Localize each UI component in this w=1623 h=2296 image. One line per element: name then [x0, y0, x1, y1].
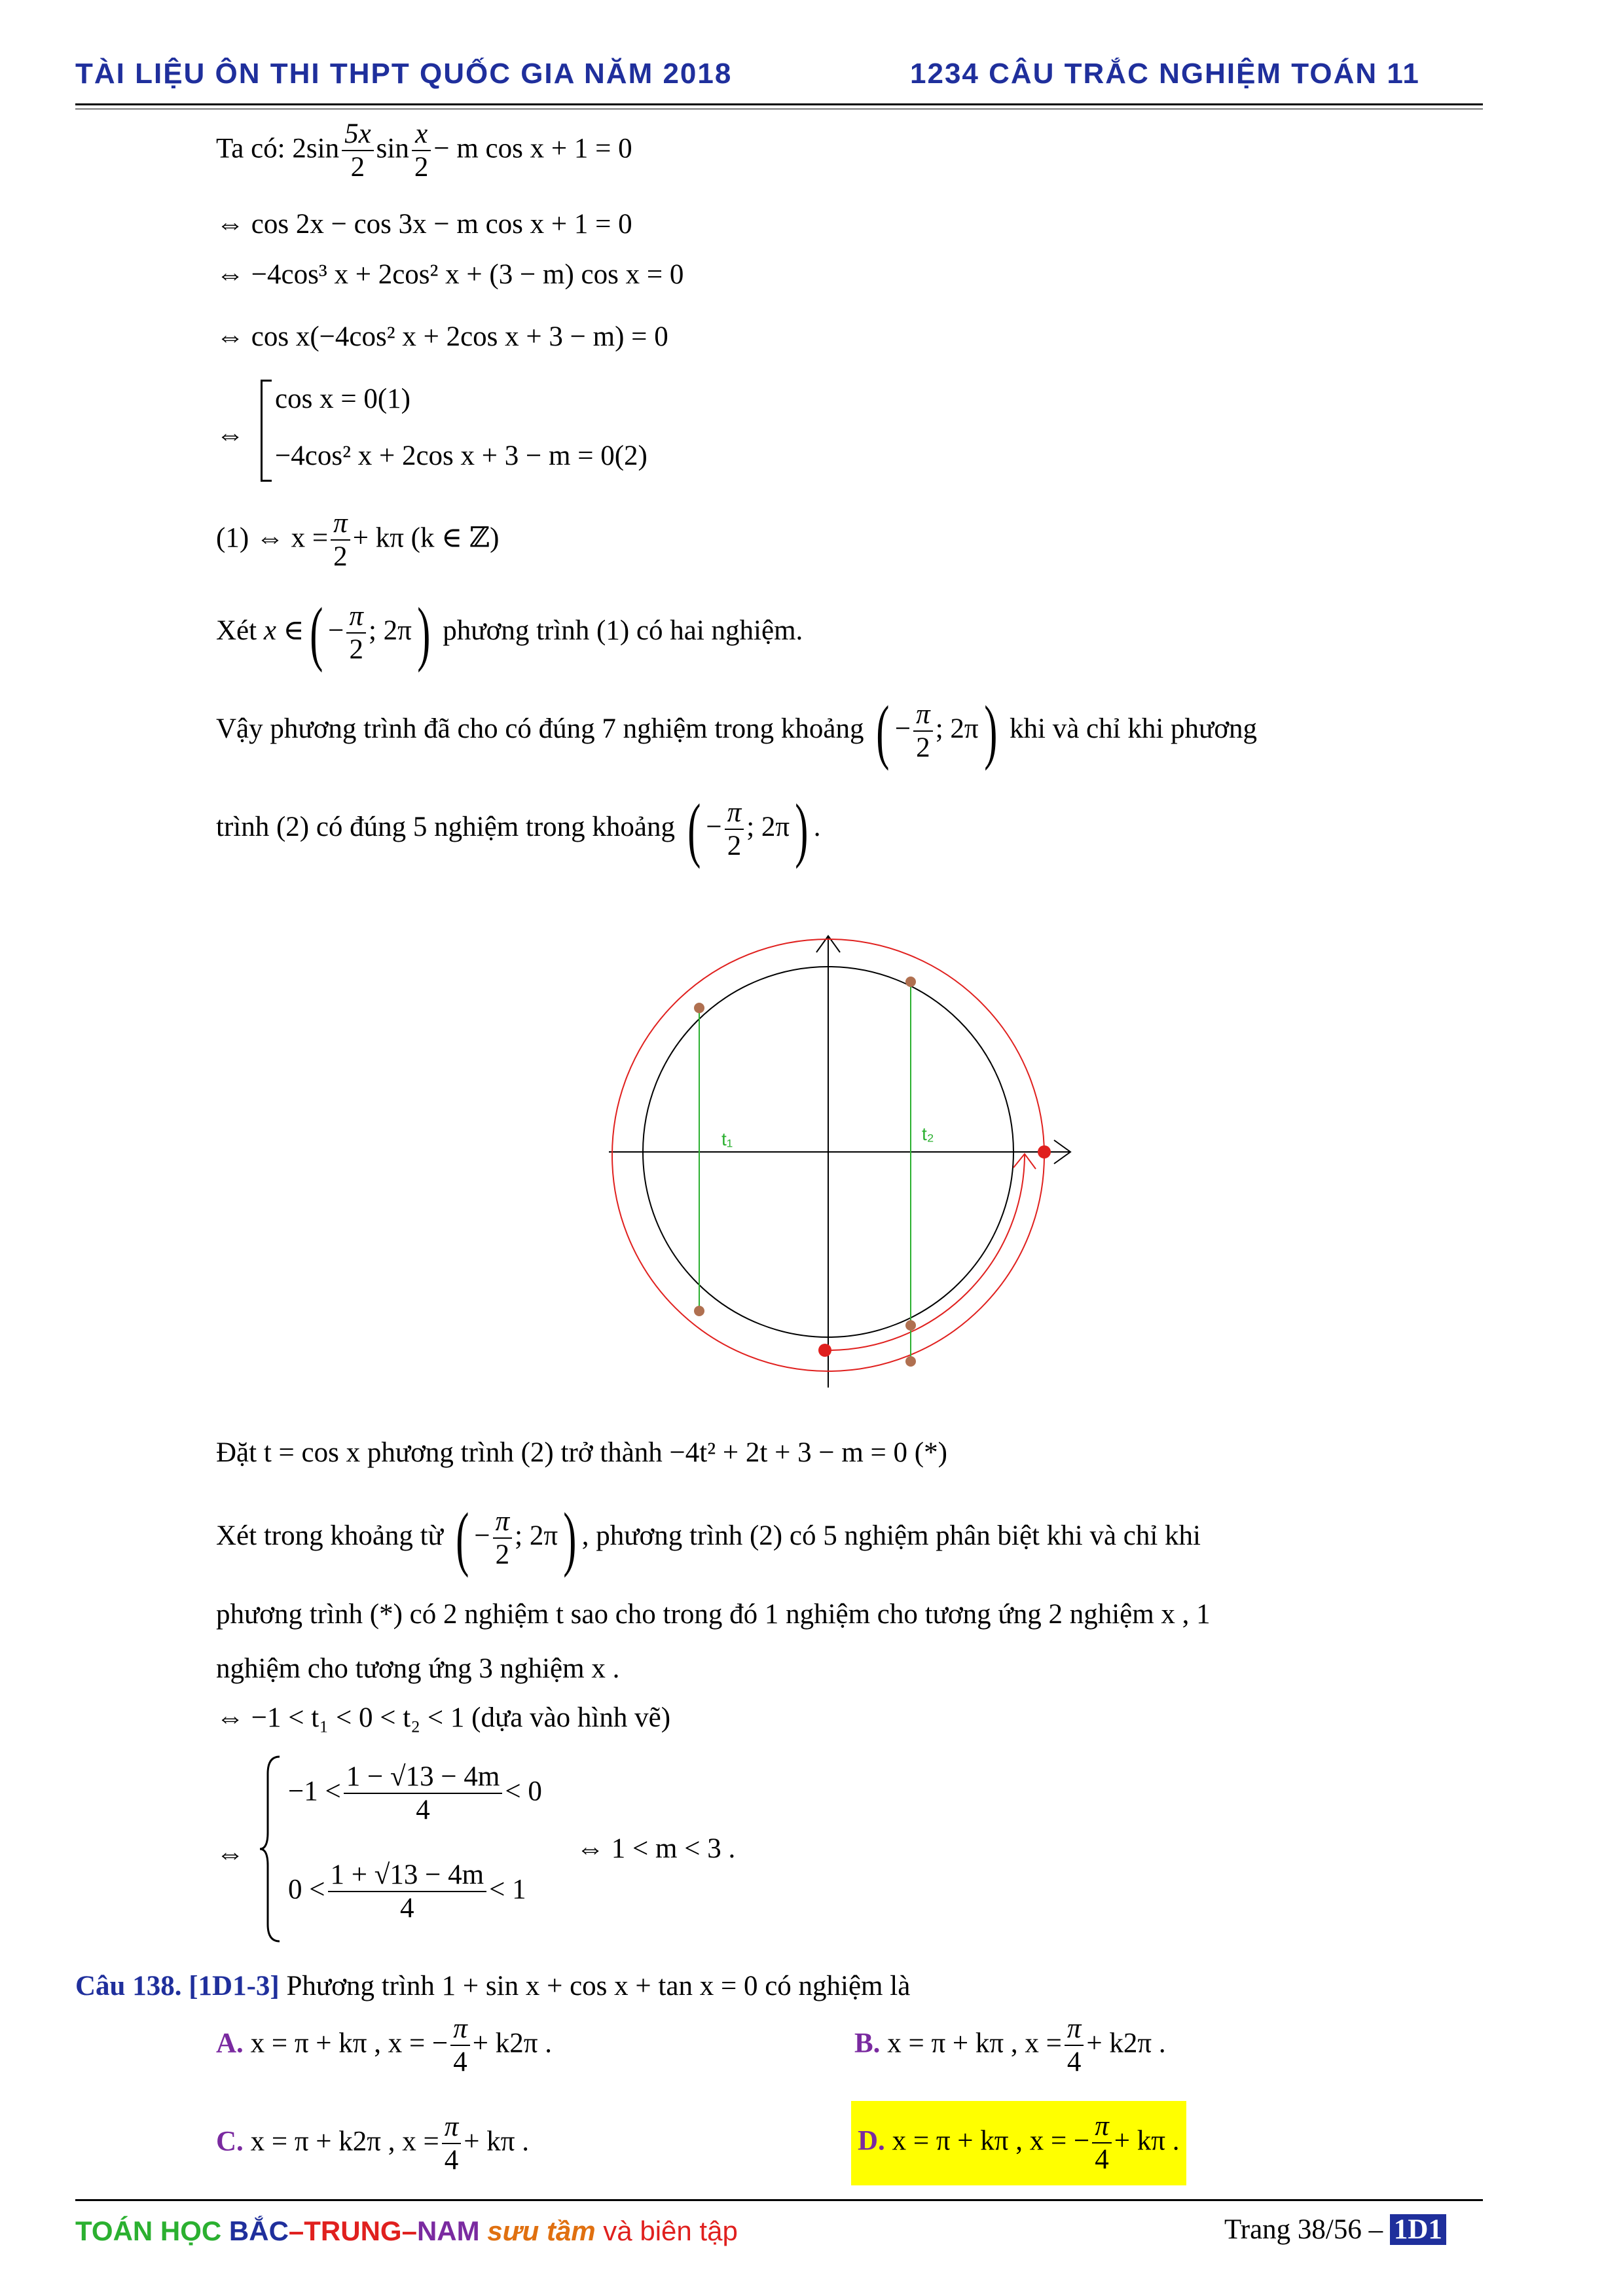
eq-part: Vậy phương trình đã cho có đúng 7 nghiệm trong khoảng [216, 713, 864, 744]
frac-pi-4: $\frac{\pi}{4}$ [450, 2013, 470, 2079]
footer-part: sưu tầm [487, 2215, 596, 2246]
footer-page [1224, 2214, 1446, 2246]
option-text: x = π + kπ , x = [887, 2028, 1062, 2059]
eq-line-15-result: ⇔ 1 < m < 3 . [576, 1833, 736, 1864]
eq-part: < 1 [489, 1874, 526, 1905]
option-text: x = π + k2π , x = [250, 2126, 439, 2157]
eq-line-3: ⇔ −4cos³ x + 2cos² x + (3 − m) cos x = 0 [216, 259, 684, 290]
eq-part: < 0 [505, 1776, 542, 1807]
eq-part: − m cos x + 1 = 0 [433, 133, 632, 164]
eq-part: + kπ (k ∈ ℤ) [352, 522, 500, 554]
frac-pi-2: $\frac{\pi}{2}$ [725, 797, 744, 863]
header-right: 1234 CÂU TRẮC NGHIỆM TOÁN 11 [910, 58, 1420, 90]
eq-part: trình (2) có đúng 5 nghiệm trong khoảng [216, 811, 676, 842]
frac-root-minus: $\frac{1 - √13 - 4m}{4}$ [344, 1761, 503, 1827]
option-text: + kπ . [1114, 2125, 1180, 2157]
eq-line-15-row2 [288, 1859, 526, 1925]
eq-line-13: nghiệm cho tương ứng 3 nghiệm x . [216, 1653, 620, 1684]
point [694, 1003, 704, 1013]
point [905, 1320, 916, 1331]
frac-pi-2: $\frac{\pi}{2}$ [913, 698, 933, 764]
page-number: Trang 38/56 – [1224, 2214, 1383, 2245]
header-left: TÀI LIỆU ÔN THI THPT QUỐC GIA NĂM 2018 [75, 58, 733, 90]
eq-part: (1) ⇔ x = [216, 522, 329, 554]
question-138 [75, 1970, 910, 2002]
eq-part: sin [376, 133, 409, 164]
frac-pi-4: $\frac{\pi}{4}$ [442, 2111, 462, 2177]
point [905, 1356, 916, 1367]
paren-close: ) [795, 789, 809, 869]
eq-part: − [474, 1520, 490, 1551]
eq-part: ; 2π [935, 713, 979, 744]
footer-rule [75, 2199, 1483, 2201]
option-c[interactable] [216, 2111, 529, 2177]
footer-left [75, 2215, 738, 2247]
option-text: x = π + kπ , x = − [250, 2028, 448, 2059]
eq-line-12: phương trình (*) có 2 nghiệm t sao cho trong đó 1 nghiệm cho tương ứng 2 nghiệm x , 1 [216, 1599, 1211, 1630]
option-letter: B. [854, 2028, 881, 2059]
footer-part: –TRUNG– [288, 2215, 417, 2246]
eq-line-15-arrow: ⇔ [216, 1839, 244, 1869]
eq-line-2: ⇔ cos 2x − cos 3x − m cos x + 1 = 0 [216, 209, 632, 240]
eq-part: − [706, 811, 722, 842]
frac-pi-2: $\frac{\pi}{2}$ [331, 507, 350, 573]
footer-part: TOÁN HỌC [75, 2215, 229, 2246]
question-tag: [1D1-3] [189, 1971, 280, 2001]
point [694, 1306, 704, 1316]
eq-part: − [894, 713, 911, 744]
question-text: Phương trình 1 + sin x + cos x + tan x = 0 có nghiệm là [286, 1971, 911, 2001]
red-arc [828, 1154, 1025, 1350]
eq-line-11 [216, 1498, 1201, 1578]
eq-part: . [813, 811, 821, 842]
frac-5x-2: $\frac{5x}{2}$ [342, 118, 374, 184]
eq-part: ; 2π [746, 811, 790, 842]
eq-line-15-row1 [288, 1761, 542, 1827]
frac-pi-2: $\frac{\pi}{2}$ [346, 600, 366, 666]
text-taco: Ta có: [216, 133, 285, 164]
eq-line-7 [216, 593, 803, 673]
option-b[interactable] [854, 2013, 1166, 2079]
option-d[interactable] [851, 2101, 1186, 2185]
frac-pi-4: $\frac{\pi}{4}$ [1092, 2110, 1112, 2176]
eq-part: −1 < [288, 1776, 341, 1807]
option-letter: D. [858, 2125, 885, 2157]
paren-open: ( [687, 789, 701, 869]
eq-part: 0 < [288, 1874, 325, 1905]
eq-line-9 [216, 789, 821, 869]
frac-pi-4: $\frac{\pi}{4}$ [1065, 2013, 1084, 2079]
eq-line-10: Đặt t = cos x phương trình (2) trở thành −4t² + 2t + 3 − m = 0 (*) [216, 1437, 947, 1468]
eq-part: , phương trình (2) có 5 nghiệm phân biệt khi và chỉ khi [581, 1520, 1201, 1551]
eq-part: ; 2π [515, 1520, 558, 1551]
option-letter: C. [216, 2126, 244, 2157]
footer-part: BẮC [228, 2215, 289, 2246]
paren-open: ( [309, 593, 323, 673]
header-rule [75, 103, 1483, 105]
eq-part: phương trình (1) có hai nghiệm. [443, 615, 803, 646]
option-a[interactable] [216, 2013, 552, 2079]
paren-close: ) [983, 691, 998, 771]
option-text: + k2π . [472, 2028, 552, 2059]
option-text: + k2π . [1086, 2028, 1166, 2059]
square-bracket [261, 380, 272, 482]
eq-part: khi và chỉ khi phương [1010, 713, 1258, 744]
footer-part: và biên tập [595, 2215, 738, 2246]
eq-line-5-arrow: ⇔ [216, 420, 244, 450]
eq-part: 2sin [292, 133, 340, 164]
footer-part: NAM [416, 2215, 488, 2246]
curly-brace [259, 1754, 285, 1944]
paren-open: ( [876, 691, 890, 771]
eq-part: Xét trong khoảng từ [216, 1520, 443, 1551]
eq-line-5b: −4cos² x + 2cos x + 3 − m = 0(2) [275, 440, 647, 471]
frac-x-2: $\frac{x}{2}$ [412, 118, 431, 184]
option-letter: A. [216, 2028, 244, 2059]
eq-line-8 [216, 691, 1258, 771]
question-label: Câu 138. [75, 1971, 182, 2001]
label-t2: t₂ [922, 1124, 934, 1144]
eq-line-14: ⇔ −1 < t₁ < 0 < t₂ < 1 (dựa vào hình vẽ) [216, 1702, 671, 1733]
option-text: + kπ . [464, 2126, 529, 2157]
red-point-start [818, 1344, 831, 1357]
option-text: x = π + kπ , x = − [892, 2125, 1090, 2157]
paren-close: ) [417, 593, 431, 673]
eq-line-4: ⇔ cos x(−4cos² x + 2cos x + 3 − m) = 0 [216, 321, 668, 352]
chapter-badge: 1D1 [1390, 2214, 1446, 2245]
paren-open: ( [455, 1498, 469, 1578]
frac-root-plus: $\frac{1 + √13 - 4m}{4}$ [328, 1859, 487, 1925]
frac-pi-2: $\frac{\pi}{2}$ [493, 1505, 513, 1571]
point [905, 977, 916, 987]
eq-line-5a: cos x = 0(1) [275, 384, 410, 414]
label-t1: t₁ [721, 1129, 733, 1149]
unit-circle-figure [602, 929, 1087, 1414]
eq-part: x ∈ [263, 615, 304, 646]
eq-part: ; 2π [368, 615, 412, 646]
eq-part: − [328, 615, 344, 646]
paren-close: ) [563, 1498, 577, 1578]
eq-line-6 [216, 507, 500, 573]
eq-part: Xét [216, 615, 257, 646]
eq-line-1 [216, 118, 632, 184]
red-point-end [1038, 1145, 1051, 1158]
